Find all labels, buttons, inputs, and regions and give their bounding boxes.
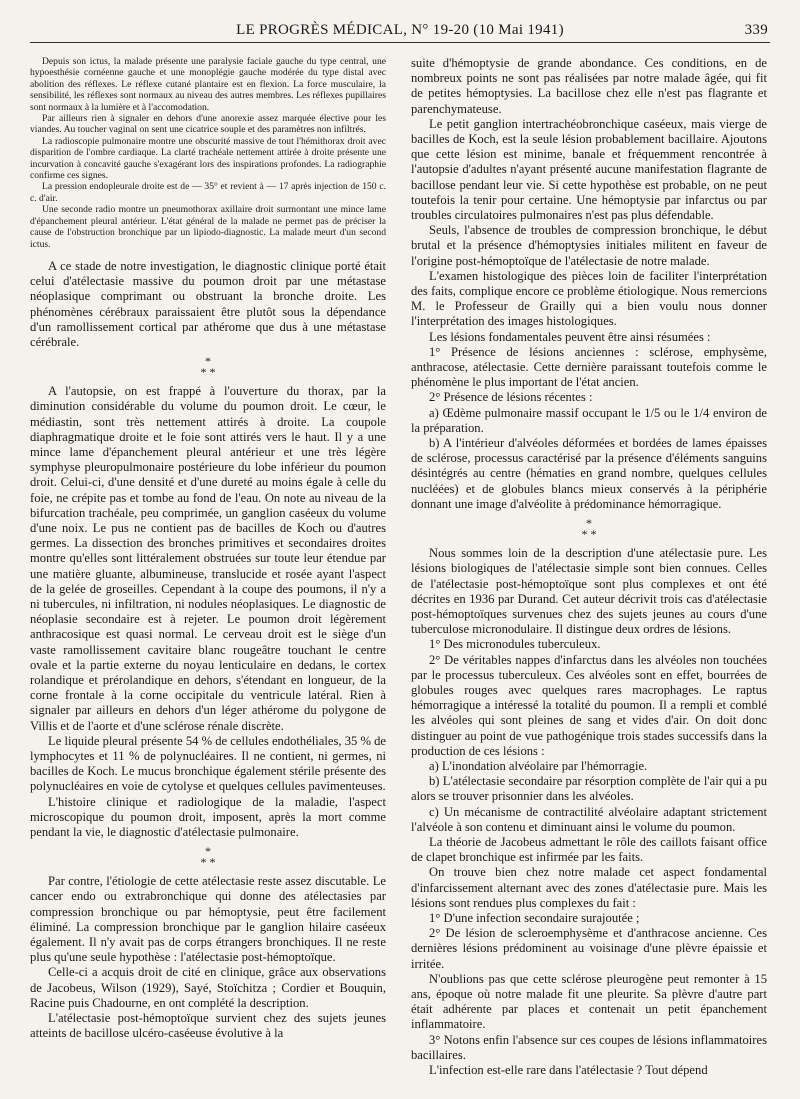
- paragraph: suite d'hémoptysie de grande abondance. Ces conditions, en de nombreux points ne sont pas réalisées par notre malade âgée, qui fit de petites hémoptysies. La bacillose chez elle n'est pas flagrante et parenchymateuse.: [411, 56, 767, 116]
- paragraph: Depuis son ictus, la malade présente une paralysie faciale gauche du type central, une hypoesthésie cornéenne gauche et une monoplégie gauche modérée du type distal avec abolition des réflexes. Le réflexe cutané plantaire est en flexion. La force musculaire, la sensibilité, les réflexes sont normaux au niveau des autres membres. Les réflexes pupillaires sont normaux à la lumière et à l'accomodation.: [30, 56, 386, 113]
- paragraph: A ce stade de notre investigation, le diagnostic clinique porté était celui d'atélectasie massive du poumon droit par une métastase néoplasique comprimant ou obstruant la bronche droite. Les phénomènes cérébraux paraissaient être plutôt sous la dépendance d'un ramollissement cortical par athérome que dus à une métastase cérébrale.: [30, 258, 386, 349]
- paragraph: Seuls, l'absence de troubles de compression bronchique, le début brutal et la présence d'hémoptysies initiales militent en faveur de l'origine post-hémoptoïque de l'atélectasie de notre malade.: [411, 223, 767, 268]
- paragraph: La pression endopleurale droite est de — 35° et revient à — 17 après injection de 150 c. c. d'air.: [30, 181, 386, 204]
- paragraph: N'oublions pas que cette sclérose pleurogène peut remonter à 15 ans, époque où notre malade fit une pleurite. Sa plèvre d'autre part était adhérente par places et contenait un petit épanchement inflammatoire.: [411, 971, 767, 1032]
- asterisk-top: *: [205, 354, 211, 369]
- etiology-continued: [411, 56, 767, 512]
- journal-title: LE PROGRÈS MÉDICAL, N° 19-20 (10 Mai 1941): [236, 22, 564, 38]
- asterisk-top: *: [586, 516, 592, 531]
- paragraph: On trouve bien chez notre malade cet aspect fondamental d'infarcissement alternant avec des zones d'atélectasie pure. Mais les lésions sont rendues plus complexes du fait :: [411, 865, 767, 910]
- paragraph: Le petit ganglion intertrachéobronchique caséeux, mais vierge de bacilles de Koch, est la seule lésion probablement bacillaire. Ajoutons que cette lésion est minime, banale et fréquemment rencontrée à l'autopsie d'adultes n'ayant présenté aucune manifestation flagrante de bacillose pendant leur vie. Si cette hypothèse est probable, on ne peut toutefois la tenir pour certaine. Une hémoptysie par infarctus ou par troubles circulatoires pulmonaires n'est pas plus défendable.: [411, 116, 767, 223]
- paragraph: Le liquide pleural présente 54 % de cellules endothéliales, 35 % de lymphocytes et 11 % de polynucléaires. Il ne contient, ni germes, ni bacilles de Koch. Le mucus bronchique également stérile présente des polynucléaires en voie de cytolyse et quelques cellules pavimenteuses.: [30, 733, 386, 794]
- paragraph: 1° Présence de lésions anciennes : sclérose, emphysème, anthracose, atélectasie. Cette dernière paraissant toutefois comme le phénomène le plus important de l'état ancien.: [411, 344, 767, 390]
- asterisk-bottom: * *: [200, 855, 216, 870]
- left-column: [30, 56, 386, 1086]
- paragraph: a) L'inondation alvéolaire par l'hémorragie.: [429, 758, 648, 773]
- asterisk-bottom: * *: [581, 527, 597, 542]
- paragraph: 2° De véritables nappes d'infarctus dans les alvéoles non touchées par le processus tuberculeux. Ces alvéoles sont en effet, bourrées de globules rouges avec quelques rares macrophages. Le raptus hémorragique a intéressé la totalité du poumon. Il a rempli et comblé les alvéoles qui sont pleines de sang et vides d'air. On doit donc distinguer au point de vue pathogénique trois stades successifs dans la production de ces lésions :: [411, 652, 767, 758]
- paragraph: Celle-ci a acquis droit de cité en clinique, grâce aux observations de Jacobeus, Wilson (1929), Sayé, Stoïchitza ; Cordier et Bouquin, Racine puis Chadourne, en ont complété la description.: [30, 965, 386, 1010]
- running-header: [30, 20, 770, 43]
- paragraph: 2° De lésion de scleroemphysème et d'anthracose ancienne. Ces dernières lésions prédominent au voisinage d'une plèvre épaissie et irritée.: [411, 926, 767, 971]
- paragraph: 1° Des micronodules tuberculeux.: [429, 637, 601, 652]
- discussion-section-1: [30, 259, 386, 350]
- paragraph: 2° Présence de lésions récentes :: [429, 390, 593, 405]
- asterisk-top: *: [205, 844, 211, 859]
- section-divider: [411, 518, 767, 540]
- paragraph: L'examen histologique des pièces loin de faciliter l'interprétation des faits, complique encore ce problème étiologique. Nous remercions M. le Professeur de Grailly qui a bien voulu nous donner l'interprétation des images histologiques.: [411, 268, 767, 329]
- paragraph: L'histoire clinique et radiologique de la maladie, l'aspect microscopique du poumon droit, imposent, après la mort comme pendant la vie, le diagnostic d'atélectasie pulmonaire.: [30, 794, 386, 840]
- paragraph: Les lésions fondamentales peuvent être ainsi résumées :: [429, 329, 711, 344]
- paragraph: Nous sommes loin de la description d'une atélectasie pure. Les lésions biologiques de l'atélectasie simple sont bien connues. Celles de l'atélectasie post-hémoptoïque sont plus complexes et ont été décrites en 1936 par Durand. Cet auteur décrivit trois cas d'atélectasie post-hémoptoïques survenues chez des sujets jeunes au cours d'une tuberculose micronodulaire. Il distingue deux ordres de lésions.: [411, 546, 767, 637]
- paragraph: c) Un mécanisme de contractilité alvéolaire adaptant strictement l'alvéole à son contenu et diminuant ainsi le volume du poumon.: [411, 804, 767, 834]
- etiology-section: [30, 874, 386, 1041]
- paragraph: 1° D'une infection secondaire surajoutée ;: [429, 910, 640, 925]
- paragraph: b) A l'intérieur d'alvéoles déformées et bordées de lames épaisses de sclérose, processus caractérisé par la présence d'éléments sanguins désintégrés au centre (hématies en grand nombre, quelques cellules nucléées) et de globules blancs mieux conservés à la périphérie donnant une image d'alvéolite à prédominance hémorragique.: [411, 436, 767, 511]
- paragraph: b) L'atélectasie secondaire par résorption complète de l'air qui a pu alors se trouver prisonnier dans les alvéoles.: [411, 774, 767, 804]
- section-divider: [30, 356, 386, 378]
- page-number: 339: [744, 22, 768, 38]
- autopsy-section: [30, 384, 386, 840]
- right-column: [411, 56, 767, 1086]
- paragraph: La radioscopie pulmonaire montre une obscurité massive de tout l'hémithorax droit avec disparition de l'ombre cardiaque. La clarté trachéale nettement attirée à droite présente une incurvation à concavité gauche s'exagérant lors des inspirations profondes. La radiographie confirme ces signes.: [30, 135, 386, 182]
- paragraph: L'atélectasie post-hémoptoïque survient chez des sujets jeunes atteints de bacillose ulcéro-caséeuse évolutive à la: [30, 1011, 386, 1041]
- paragraph: Par contre, l'étiologie de cette atélectasie reste assez discutable. Le cancer endo ou extrabronchique qui donne des atélectasies par compression bronchique ou par hémoptysie, peut être facilement éliminé. La compression bronchique par le ganglion hilaire caséeux également. Il n'y avait pas de corps étrangers bronchiques. Il ne reste plus qu'une seule hypothèse : l'atélectasie post-hémoptoïque.: [30, 874, 386, 965]
- paragraph: L'infection est-elle rare dans l'atélectasie ? Tout dépend: [429, 1063, 708, 1077]
- paragraph: Par ailleurs rien à signaler en dehors d'une anorexie assez marquée élective pour les viandes. Au toucher vaginal on sent une cicatrice souple et des paramètres non infiltrés.: [30, 113, 386, 136]
- asterisk-bottom: * *: [200, 365, 216, 380]
- case-report-small-print: [30, 56, 386, 250]
- paragraph: Une seconde radio montre un pneumothorax axillaire droit surmontant une mince lame d'épanchement pleural antérieur. L'état général de la malade ne permet pas de préciser la cause de l'obstruction bronchique par un lipiodo-diagnostic. La malade meurt d'un second ictus.: [30, 204, 386, 250]
- paragraph: A l'autopsie, on est frappé à l'ouverture du thorax, par la diminution considérable du volume du poumon droit. Le cœur, le médiastin, sont très nettement attirés à droite. La coupole diaphragmatique droite et le foie sont attirés vers le haut. Il y a une mince lame d'épanchement pleural antérieur et une très légère symphyse pleuropulmonaire postérieure du lobe inférieur du poumon droit. Celui-ci, d'une densité et d'une dureté au moins égale à celle du foie, ne crépite pas et tombe au fond de l'eau. On note au niveau de la bifurcation trachéale, peu comprimée, un ganglion caséeux du volume d'une noix. Le pus ne contient pas de bacilles de Koch ou d'autres germes. La dissection des bronches primitives et secondaires droites montre qu'elles sont littéralement obstruées sur toute leur étendue par une matière gluante, albumineuse, translucide et rosée ayant l'aspect de la gelée de groseilles. Cependant à la coupe des poumons, il n'y a ni tubercules, ni infiltration, ni nodules néoplasiques. Le diagnostic de néoplasie secondaire est à rejeter. Le poumon droit légèrement anthracosique est quasi normal. Le cerveau droit est le siège d'un vaste ramollissement cavitaire blanc rougeâtre touchant le centre ovale et la partie externe du noyau lenticulaire en dedans, le cortex rolandique et prérolandique en dehors, s'étendant en longueur, de la corne frontale à la corne occipitale du ventricule latéral. Rien à signaler par ailleurs en dehors d'un léger athérome du polygone de Villis et de l'aorte et d'une sclérose rénale discrète.: [30, 384, 386, 733]
- paragraph: a) Œdème pulmonaire massif occupant le 1/5 ou le 1/4 environ de la préparation.: [411, 405, 767, 435]
- pathology-section: [411, 546, 767, 1078]
- paragraph: La théorie de Jacobeus admettant le rôle des caillots faisant office de clapet bronchique est infirmée par les faits.: [411, 834, 767, 865]
- paragraph: 3° Notons enfin l'absence sur ces coupes de lésions inflammatoires bacillaires.: [411, 1032, 767, 1062]
- section-divider: [30, 846, 386, 868]
